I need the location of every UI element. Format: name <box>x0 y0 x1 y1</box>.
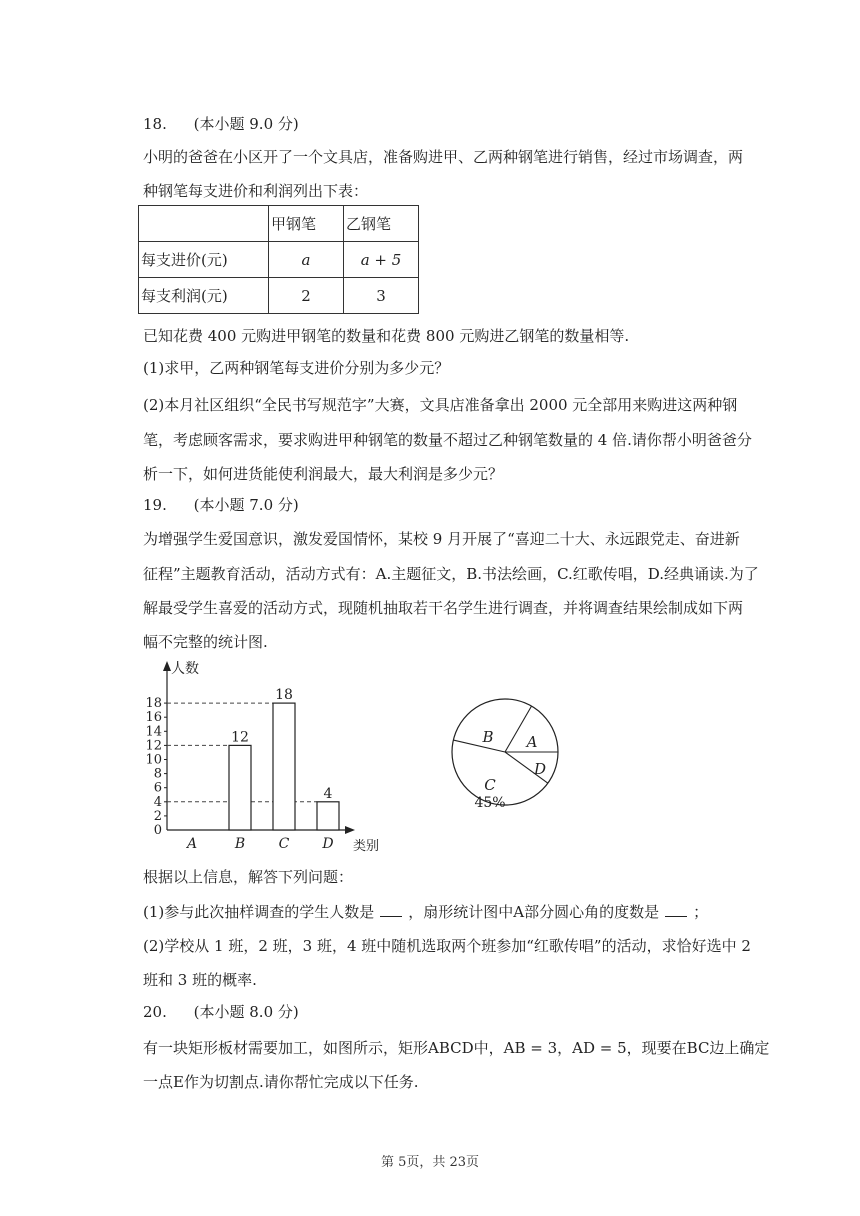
q19-score: (本小题 7.0 分) <box>193 496 299 514</box>
bar-B <box>229 745 251 830</box>
y-tick-label: 10 <box>145 752 162 768</box>
pie-label-B: B <box>482 728 494 746</box>
table-cell: a + 5 <box>344 242 419 278</box>
y-tick-label: 6 <box>153 780 162 796</box>
q20-line2: 一点E作为切割点.请你帮忙完成以下任务. <box>143 1073 419 1091</box>
q18-part2-line2: 笔，考虑顾客需求，要求购进甲种钢笔的数量不超过乙种钢笔数量的 4 倍.请你帮小明爸爸分 <box>143 431 752 449</box>
y-axis-label: 人数 <box>171 661 199 677</box>
pie-percent-C: 45% <box>474 795 506 811</box>
y-axis-arrow <box>163 661 171 671</box>
bar-C <box>273 703 295 830</box>
pie-label-D: D <box>533 760 547 778</box>
q18-intro-line2: 种钢笔每支进价和利润列出下表： <box>143 182 369 200</box>
table-cell: 乙钢笔 <box>344 206 419 242</box>
pie-chart <box>440 695 570 815</box>
q19-part1 <box>143 902 708 922</box>
table-row <box>139 278 419 314</box>
table-header-row <box>139 206 419 242</box>
page-footer: 第 5页，共 23页 <box>380 1155 480 1170</box>
table-cell <box>139 206 269 242</box>
q20-number: 20. <box>143 1003 167 1021</box>
table-cell: 甲钢笔 <box>269 206 344 242</box>
q18-part2-line1: (2)本月社区组织“全民书写规范字”大赛，文具店准备拿出 2000 元全部用来购进这两种钢 <box>143 396 738 414</box>
x-tick-label-A: A <box>186 836 198 852</box>
q20-score: (本小题 8.0 分) <box>193 1003 299 1021</box>
y-tick-label: 4 <box>153 794 162 810</box>
q18-known: 已知花费 400 元购进甲钢笔的数量和花费 800 元购进乙钢笔的数量相等. <box>143 327 630 345</box>
pie-label-C: C <box>484 776 496 794</box>
table-cell: 3 <box>344 278 419 314</box>
q20-heading <box>143 1002 299 1022</box>
y-tick-label: 12 <box>145 738 162 754</box>
q18-score: (本小题 9.0 分) <box>193 115 299 133</box>
x-axis-arrow <box>345 826 355 834</box>
q18-part2-line3: 析一下，如何进货能使利润最大，最大利润是多少元？ <box>143 465 504 483</box>
x-tick-label-B: B <box>234 836 246 852</box>
q18-intro-line1: 小明的爸爸在小区开了一个文具店，准备购进甲、乙两种钢笔进行销售，经过市场调查，两 <box>143 148 744 166</box>
data-label-C: 18 <box>275 687 293 704</box>
table-row <box>139 242 419 278</box>
q19-intro-line2: 征程”主题教育活动，活动方式有：A.主题征文，B.书法绘画，C.红歌传唱，D.经典诵读.为了 <box>143 565 759 583</box>
y-tick-label: 16 <box>145 710 162 726</box>
q19-part1-text-b: ，扇形统计图中A部分圆心角的度数是 <box>408 903 660 921</box>
pie-label-A: A <box>526 733 538 751</box>
table-cell: 每支利润(元) <box>139 278 269 314</box>
q19-intro-line4: 幅不完整的统计图. <box>143 633 268 651</box>
x-tick-label-D: D <box>322 836 334 852</box>
bar-chart <box>135 655 395 860</box>
bar-D <box>317 802 339 830</box>
y-tick-label: 2 <box>153 808 162 824</box>
q20-line1: 有一块矩形板材需要加工，如图所示，矩形ABCD中，AB = 3，AD = 5，现要在BC边上确定 <box>143 1039 770 1057</box>
q18-heading <box>143 114 299 134</box>
q19-part1-text-c: ； <box>693 903 709 921</box>
price-profit-table <box>138 205 419 314</box>
q19-intro-line1: 为增强学生爱国意识，激发爱国情怀，某校 9 月开展了“喜迎二十大、永远跟党走、奋进新 <box>143 530 740 548</box>
x-tick-label-C: C <box>278 836 290 852</box>
y-tick-label: 8 <box>153 766 162 782</box>
table-cell: 每支进价(元) <box>139 242 269 278</box>
q19-number: 19. <box>143 496 167 514</box>
q19-after-chart: 根据以上信息，解答下列问题： <box>143 868 354 886</box>
y-tick-label: 14 <box>145 724 162 740</box>
answer-blank <box>665 902 687 917</box>
q18-number: 18. <box>143 115 167 133</box>
q19-part1-text-a: (1)参与此次抽样调查的学生人数是 <box>143 903 375 921</box>
x-axis-label: 类别 <box>353 839 380 854</box>
data-label-B: 12 <box>231 729 249 746</box>
q18-part1: (1)求甲，乙两种钢笔每支进价分别为多少元？ <box>143 359 450 377</box>
data-label-D: 4 <box>323 785 333 802</box>
q19-part2-line2: 班和 3 班的概率. <box>143 971 257 989</box>
y-tick-label: 0 <box>153 823 162 838</box>
answer-blank <box>380 902 402 917</box>
table-cell: a <box>269 242 344 278</box>
q19-intro-line3: 解最受学生喜爱的活动方式，现随机抽取若干名学生进行调查，并将调查结果绘制成如下两 <box>143 599 744 617</box>
q19-part2-line1: (2)学校从 1 班，2 班，3 班，4 班中随机选取两个班参加“红歌传唱”的活动，求恰好选中 2 <box>143 937 751 955</box>
y-tick-label: 18 <box>145 696 162 712</box>
table-cell: 2 <box>269 278 344 314</box>
q19-heading <box>143 495 299 515</box>
